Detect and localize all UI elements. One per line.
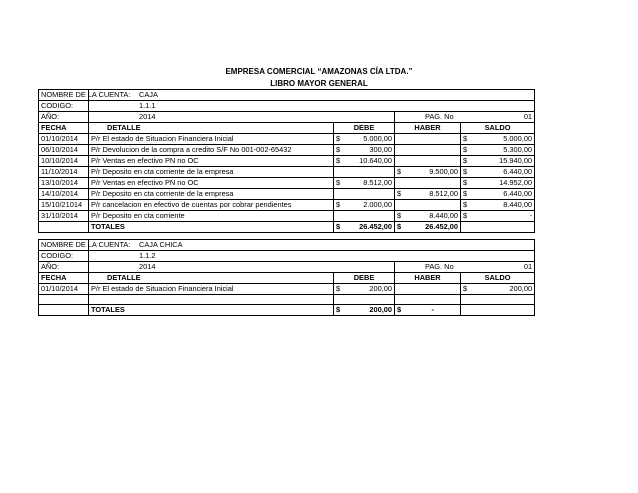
blank-cell [472, 295, 535, 305]
debe-cell [345, 189, 395, 200]
table-row [39, 178, 535, 189]
debe-currency: $ [334, 284, 345, 295]
account-name: CAJA [89, 90, 535, 101]
saldo-currency: $ [461, 211, 472, 222]
ledger-table-caja-chica [38, 239, 535, 316]
company-name: EMPRESA COMERCIAL “AMAZONAS CÍA LTDA.” [225, 67, 413, 76]
totals-row [39, 305, 535, 316]
table-row [39, 134, 535, 145]
fecha-cell: 15/10/21014 [39, 200, 89, 211]
total-saldo-blank-2 [472, 305, 535, 316]
total-debe-currency: $ [334, 305, 345, 316]
haber-currency [395, 200, 406, 211]
code-value: 1.1.2 [89, 251, 535, 262]
page-label: PAG. No [395, 112, 461, 123]
haber-currency: $ [395, 189, 406, 200]
blank-cell [395, 295, 406, 305]
debe-currency [334, 189, 345, 200]
haber-cell: 8.440,00 [406, 211, 461, 222]
haber-cell [406, 200, 461, 211]
fecha-cell: 14/10/2014 [39, 189, 89, 200]
saldo-cell: 5.300,00 [472, 145, 535, 156]
debe-currency: $ [334, 200, 345, 211]
haber-cell [406, 134, 461, 145]
detalle-cell: P/r Deposito en cta corriente [89, 211, 334, 222]
col-fecha: FECHA [39, 273, 89, 284]
debe-cell [345, 211, 395, 222]
ledger-title: LIBRO MAYOR GENERAL [270, 79, 368, 88]
year-row [39, 112, 535, 123]
year-label: AÑO: [39, 262, 89, 273]
account-row [39, 90, 535, 101]
fecha-cell: 01/10/2014 [39, 284, 89, 295]
saldo-currency: $ [461, 189, 472, 200]
fecha-cell: 11/10/2014 [39, 167, 89, 178]
code-value: 1.1.1 [89, 101, 535, 112]
col-haber: HABER [395, 123, 461, 134]
code-row [39, 101, 535, 112]
blank-cell [39, 295, 89, 305]
saldo-currency: $ [461, 167, 472, 178]
col-saldo: SALDO [461, 123, 535, 134]
total-debe-currency: $ [334, 222, 345, 233]
haber-currency [395, 156, 406, 167]
haber-currency [395, 284, 406, 295]
saldo-currency: $ [461, 145, 472, 156]
debe-cell: 5.000,00 [345, 134, 395, 145]
saldo-cell: 8.440,00 [472, 200, 535, 211]
totals-spacer [39, 305, 89, 316]
totals-row [39, 222, 535, 233]
code-label: CODIGO: [39, 101, 89, 112]
haber-cell [406, 178, 461, 189]
col-saldo: SALDO [461, 273, 535, 284]
haber-cell: 9.500,00 [406, 167, 461, 178]
debe-cell: 8.512,00 [345, 178, 395, 189]
detalle-cell: P/r Ventas en efectivo PN no OC [89, 178, 334, 189]
table-row [39, 284, 535, 295]
year-value: 2014 [89, 262, 395, 273]
debe-cell [345, 167, 395, 178]
column-header-row [39, 123, 535, 134]
debe-currency: $ [334, 156, 345, 167]
table-row [39, 189, 535, 200]
account-row [39, 240, 535, 251]
blank-cell [461, 295, 472, 305]
col-haber: HABER [395, 273, 461, 284]
page-number: 01 [461, 262, 535, 273]
debe-currency: $ [334, 178, 345, 189]
column-header-row [39, 273, 535, 284]
total-saldo-blank-2 [472, 222, 535, 233]
saldo-cell: - [472, 211, 535, 222]
debe-currency [334, 211, 345, 222]
saldo-currency: $ [461, 178, 472, 189]
haber-currency: $ [395, 211, 406, 222]
total-haber-currency: $ [395, 222, 406, 233]
saldo-currency: $ [461, 200, 472, 211]
table-row [39, 156, 535, 167]
fecha-cell: 01/10/2014 [39, 134, 89, 145]
saldo-cell: 200,00 [472, 284, 535, 295]
saldo-cell: 14.952,00 [472, 178, 535, 189]
debe-cell: 10.640,00 [345, 156, 395, 167]
haber-currency [395, 134, 406, 145]
haber-currency [395, 178, 406, 189]
year-label: AÑO: [39, 112, 89, 123]
debe-currency [334, 167, 345, 178]
fecha-cell: 31/10/2014 [39, 211, 89, 222]
page-number: 01 [461, 112, 535, 123]
table-row [39, 167, 535, 178]
haber-cell [406, 145, 461, 156]
saldo-currency: $ [461, 284, 472, 295]
year-value: 2014 [89, 112, 395, 123]
blank-cell [406, 295, 461, 305]
page-label: PAG. No [395, 262, 461, 273]
table-row [39, 200, 535, 211]
saldo-cell: 6.440,00 [472, 189, 535, 200]
detalle-cell: P/r El estado de Situacion Financiera Inicial [89, 284, 334, 295]
debe-cell: 300,00 [345, 145, 395, 156]
total-saldo-blank [461, 222, 472, 233]
detalle-cell: P/r cancelacion en efectivo de cuentas por cobrar pendientes [89, 200, 334, 211]
debe-cell: 200,00 [345, 284, 395, 295]
debe-currency: $ [334, 134, 345, 145]
table-row [39, 145, 535, 156]
totals-label: TOTALES [89, 305, 334, 316]
fecha-cell: 10/10/2014 [39, 156, 89, 167]
total-haber-currency: $ [395, 305, 406, 316]
total-saldo-blank [461, 305, 472, 316]
saldo-currency: $ [461, 156, 472, 167]
col-debe: DEBE [334, 273, 395, 284]
totals-spacer [39, 222, 89, 233]
col-fecha: FECHA [39, 123, 89, 134]
detalle-cell: P/r Deposito en cta corriente de la empresa [89, 189, 334, 200]
col-detalle: DETALLE [89, 123, 334, 134]
fecha-cell: 06/10/2014 [39, 145, 89, 156]
saldo-cell: 15.940,00 [472, 156, 535, 167]
haber-cell: 8.512,00 [406, 189, 461, 200]
table-row [39, 211, 535, 222]
fecha-cell: 13/10/2014 [39, 178, 89, 189]
saldo-cell: 5.000,00 [472, 134, 535, 145]
total-debe: 200,00 [345, 305, 395, 316]
debe-currency: $ [334, 145, 345, 156]
col-debe: DEBE [334, 123, 395, 134]
account-name: CAJA CHICA [89, 240, 535, 251]
haber-cell [406, 284, 461, 295]
blank-cell [334, 295, 345, 305]
col-detalle: DETALLE [89, 273, 334, 284]
blank-row [39, 295, 535, 305]
code-row [39, 251, 535, 262]
detalle-cell: P/r Ventas en efectivo PN no OC [89, 156, 334, 167]
total-debe: 26.452,00 [345, 222, 395, 233]
year-row [39, 262, 535, 273]
detalle-cell: P/r Devolucion de la compra a credito S/F No 001-002-65432 [89, 145, 334, 156]
total-haber: - [406, 305, 461, 316]
saldo-currency: $ [461, 134, 472, 145]
haber-cell [406, 156, 461, 167]
haber-currency: $ [395, 167, 406, 178]
account-label: NOMBRE DE LA CUENTA: [39, 90, 89, 101]
saldo-cell: 6.440,00 [472, 167, 535, 178]
code-label: CODIGO: [39, 251, 89, 262]
totals-label: TOTALES [89, 222, 334, 233]
blank-cell [89, 295, 334, 305]
blank-cell [345, 295, 395, 305]
ledger-table-caja [38, 89, 535, 233]
account-label: NOMBRE DE LA CUENTA: [39, 240, 89, 251]
total-haber: 26.452,00 [406, 222, 461, 233]
debe-cell: 2.000,00 [345, 200, 395, 211]
haber-currency [395, 145, 406, 156]
detalle-cell: P/r El estado de Situacion Financiera Inicial [89, 134, 334, 145]
detalle-cell: P/r Deposito en cta corriente de la empresa [89, 167, 334, 178]
